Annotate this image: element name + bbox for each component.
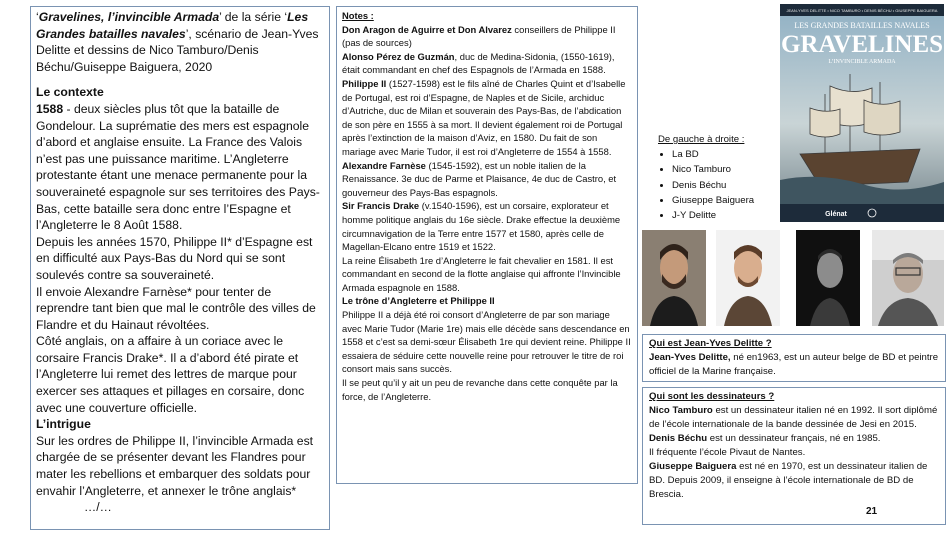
note-entry-name: Nico Tamburo: [649, 405, 713, 416]
artists-entries: [649, 404, 939, 446]
cover-publisher: Glénat: [825, 211, 847, 218]
note-entry-name: Alexandre Farnèse: [342, 159, 426, 171]
intro-paragraph: ‘Gravelines, l’invincible Armada’ de la série ‘Les Grandes batailles navales’, scénario de Jean-Yves Delitte et dessins de Nico Tamburo/Denis Béchu/Guiseppe Baiguera, 2020: [36, 10, 319, 74]
album-title: Gravelines, l’invincible Armada: [38, 10, 220, 24]
credits-item: • J-Y Delitte: [672, 208, 778, 223]
delitte-desc: né en1963, est un auteur belge de BD et peintre officiel de la Marine française.: [649, 352, 939, 377]
note-entry-text: conseillers de Philippe II (pas de sources): [342, 23, 616, 49]
credits-heading: De gauche à droite :: [658, 134, 745, 145]
note-entry-name: Alonso Pérez de Guzmán: [342, 50, 455, 62]
baiguera-bio: [649, 460, 939, 502]
elizabeth-note: La reine Élisabeth 1re d’Angleterre le fait chevalier en 1581. Il est commandant en second de la flotte anglaise qui affronte l’Invincible Armada espagnole en 1588.: [342, 254, 621, 293]
revenge-note: Il se peut qu’il y ait un peu de revanche dans cette conquête par la force, de l’Angleterre.: [342, 377, 618, 402]
portrait-image: [872, 230, 944, 326]
series-title: Les Grandes batailles navales: [36, 10, 309, 41]
notes-entries: [342, 23, 632, 254]
photo-giuseppe-baiguera: [796, 230, 860, 326]
note-entry: [342, 50, 632, 77]
context-text: - deux siècles plus tôt que la bataille de Gondelour. La suprématie des mers est espagnole d’abord et anglaise ensuite. La France des Valois n’est pas une puissance maritime. L’Angleterre protestante étant une menace permanente pour la souveraineté espagnole sur ses territoires des Pays-Bas, cette bataille sera donc entre l’Espagne et l’Angleterre le 8 Août 1588.: [36, 101, 320, 233]
credits-item: • Giuseppe Baiguera: [672, 193, 778, 208]
baiguera-name: Giuseppe Baiguera: [649, 461, 737, 472]
intro-mid: de la série ‘: [224, 10, 288, 24]
note-entry-text: (1545-1592), est un noble italien de la Renaissance. 3e duc de Parme et Plaisance, 4e duc de Castro, et gouverneur des Pays-Bas espagnols.: [342, 159, 617, 198]
context-paragraph: [36, 101, 324, 234]
throne-note: Philippe II a déjà été roi consort d’Angleterre de par son mariage avec Marie Tudor (Marie 1re) mais elle décède sans descendance en 1558 et c’est sa demi-sœur Élisabeth 1re qui devient reine. Philippe II essaiera de séduire cette nouvelle reine pour retrouver le titre de roi consort mais sans succès.: [342, 309, 631, 375]
page-number: 21: [866, 506, 878, 517]
note-entry: [649, 432, 939, 446]
delitte-bio-panel: [642, 334, 946, 382]
note-entry-text: (1527-1598) est le fils aîné de Charles Quint et d’Isabelle de Portugal, est roi d’Espagne, de Naples et de Sicile, archiduc d’Autriche, duc de Milan et souverain des Pays-Bas, de l’abdication de son père en 1555 à sa mort. Il devient également roi de Portugal après l’extinction de la maison d’Aviz, en 1580. Du fait de son mariage avec Marie Tudor, il est roi d’Angleterre de 1554 à 1558.: [342, 77, 626, 157]
portrait-image: [716, 230, 780, 326]
farnese-paragraph: Il envoie Alexandre Farnèse* pour tenter de reprendre tant bien que mal le contrôle des villes de Flandre et du Hainaut révoltées.: [36, 284, 316, 332]
continued-mark: …/…: [84, 500, 112, 515]
note-entry: [342, 77, 632, 159]
cover-title: GRAVELINES: [780, 31, 944, 58]
bechu-school: Il fréquente l’école Pivaut de Nantes.: [649, 447, 806, 458]
main-text-panel: [30, 6, 330, 530]
cover-authors: JEAN-YVES DELITTE • NICO TAMBURO • DENIS BÉCHU • GIUSEPPE BAIGUERA: [786, 8, 938, 13]
intrigue-text: Sur les ordres de Philippe II, l’invincible Armada est chargée de se présenter devant les Flandres pour mater les rebellions et embarquer des soldats pour envahir l’Angleterre, et annexer le trône anglais*: [36, 433, 314, 498]
cover-series: LES GRANDES BATAILLES NAVALES: [794, 21, 930, 30]
delitte-name: Jean-Yves Delitte,: [649, 352, 731, 363]
note-entry-name: Denis Béchu: [649, 433, 708, 444]
note-entry-text: est un dessinateur français, né en 1985.: [707, 433, 881, 444]
credits-item: • La BD: [672, 147, 778, 162]
artists-bio-panel: [642, 387, 946, 525]
credits-item: • Nico Tamburo: [672, 162, 778, 177]
portrait-image: [642, 230, 706, 326]
artists-bio-heading: Qui sont les dessinateurs ?: [649, 391, 775, 402]
note-entry: [342, 23, 632, 50]
credits-block: [658, 132, 778, 223]
credits-item: • Denis Béchu: [672, 178, 778, 193]
note-entry-text: , duc de Medina-Sidonia, (1550-1619), était commandant en chef des Espagnols de l’Armada en 1588.: [342, 50, 615, 76]
note-entry-text: (v.1540-1596), est un corsaire, explorateur et homme politique anglais du 16e siècle. Drake effectue la deuxième circumnavigation de la Terre entre 1577 et 1580, après celle de Magellan-Elcano entre 1519 et 1522.: [342, 200, 621, 253]
context-heading: Le contexte: [36, 85, 104, 100]
baiguera-desc: est né en 1970, est un dessinateur italien de BD. Depuis 2009, il enseigne à l’école internationale de BD de Brescia.: [649, 461, 928, 500]
delitte-bio-heading: Qui est Jean-Yves Delitte ?: [649, 338, 772, 349]
note-entry-name: Philippe II: [342, 77, 387, 89]
note-entry: [342, 199, 632, 253]
note-entry: [342, 159, 632, 200]
photo-denis-bechu: [716, 230, 780, 326]
photo-nico-tamburo: [642, 230, 706, 326]
note-entry-name: Don Aragon de Aguirre et Don Alvarez: [342, 23, 512, 35]
note-entry: [649, 404, 939, 432]
context-year: 1588: [36, 101, 64, 116]
portrait-image: [796, 230, 860, 326]
photo-jean-yves-delitte: [872, 230, 944, 326]
intrigue-paragraph: [36, 433, 324, 516]
book-cover: [780, 4, 944, 222]
throne-heading: Le trône d’Angleterre et Philippe II: [342, 295, 495, 307]
notes-panel: [336, 6, 638, 484]
drake-paragraph: Côté anglais, on a affaire à un coriace avec le corsaire Francis Drake*. Il a d’abord été pirate et l’Angleterre lui remet des lettres de marque pour exercer ses attaques et pillages en corsaire, donc avec une couverture officielle.: [36, 334, 305, 415]
book-cover-art: [780, 4, 944, 222]
delitte-bio-text: [649, 351, 939, 379]
credits-list: [658, 147, 778, 223]
note-entry-text: est un dessinateur italien né en 1992. Il sort diplômé de l’école internationale de la bande dessinée de Jesi en 2015.: [649, 405, 938, 430]
intro-credits: ’, scénario de Jean-Yves Delitte et dessins de Nico Tamburo/Denis Béchu/Guiseppe Baiguera, 2020: [36, 26, 319, 74]
cover-subtitle: L’INVINCIBLE ARMADA: [828, 59, 896, 65]
philippe-paragraph: Depuis les années 1570, Philippe II* d’Espagne est en difficulté aux Pays-Bas du Nord qui se sont soulevés contre sa souveraineté.: [36, 234, 313, 282]
notes-heading: Notes :: [342, 10, 374, 21]
note-entry-name: Sir Francis Drake: [342, 200, 420, 212]
intrigue-heading: L’intrigue: [36, 417, 91, 432]
